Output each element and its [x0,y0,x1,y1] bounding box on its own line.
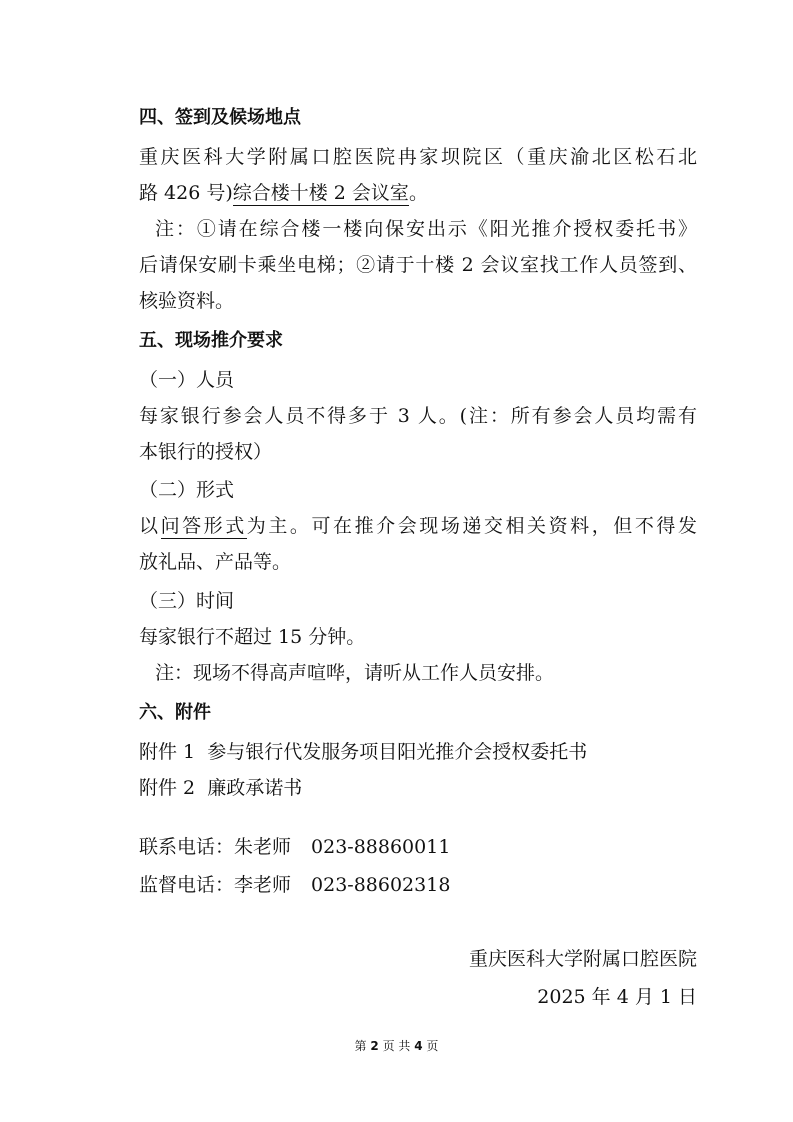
section-4-paragraph-line-1: 重庆医科大学附属口腔医院冉家坝院区（重庆渝北区松石北 [139,146,697,168]
format-line-2: 放礼品、产品等。 [139,551,292,573]
attachment-2: 附件 2 廉政承诺书 [139,777,303,799]
supervise-phone [139,872,450,898]
supervise-phone-label: 监督电话：李老师 [139,874,292,896]
format-prefix: 以 [139,515,161,537]
section-5-heading: 五、现场推介要求 [139,330,283,351]
page-footer [0,1037,793,1054]
format-line-1 [139,513,697,539]
period: 。 [408,182,428,204]
signature-organization: 重庆医科大学附属口腔医院 [468,948,697,970]
section-6-heading: 六、附件 [139,702,211,723]
footer-current-page: 2 [370,1039,379,1053]
attachment-1: 附件 1 参与银行代发服务项目阳光推介会授权委托书 [139,741,588,763]
section-4-heading: 四、签到及候场地点 [139,107,301,128]
section-4-note-line-1: 注：①请在综合楼一楼向保安出示《阳光推介授权委托书》 [155,218,697,240]
section-4-note-line-3: 核验资料。 [139,290,235,312]
contact-phone-number: 023-88860011 [311,836,451,858]
subsection-personnel: （一）人员 [139,369,235,391]
personnel-line-1: 每家银行参会人员不得多于 3 人。(注：所有参会人员均需有 [139,405,697,427]
contact-phone-label: 联系电话：朱老师 [139,836,292,858]
footer-prefix: 第 [354,1039,367,1053]
time-line-1: 每家银行不超过 15 分钟。 [139,626,366,648]
signature-date: 2025 年 4 月 1 日 [537,986,697,1008]
footer-suffix: 页 [426,1039,439,1053]
subsection-format: （二）形式 [139,479,235,501]
personnel-line-2: 本银行的授权） [139,441,273,463]
format-rest: 为主。可在推介会现场递交相关资料，但不得发 [246,515,697,537]
section-4-paragraph-line-2 [139,180,428,206]
supervise-phone-number: 023-88602318 [311,874,451,896]
footer-middle: 页 共 [382,1039,411,1053]
section-5-note: 注：现场不得高声喧哗，请听从工作人员安排。 [155,662,555,684]
meeting-room-underlined: 综合楼十楼 2 会议室 [232,182,409,204]
contact-phone [139,834,450,860]
qa-format-underlined: 问答形式 [160,515,247,537]
subsection-time: （三）时间 [139,590,235,612]
address-number: 路 426 号) [139,182,233,204]
section-4-note-line-2: 后请保安刷卡乘坐电梯；②请于十楼 2 会议室找工作人员签到、 [139,254,697,276]
footer-total-pages: 4 [414,1039,423,1053]
